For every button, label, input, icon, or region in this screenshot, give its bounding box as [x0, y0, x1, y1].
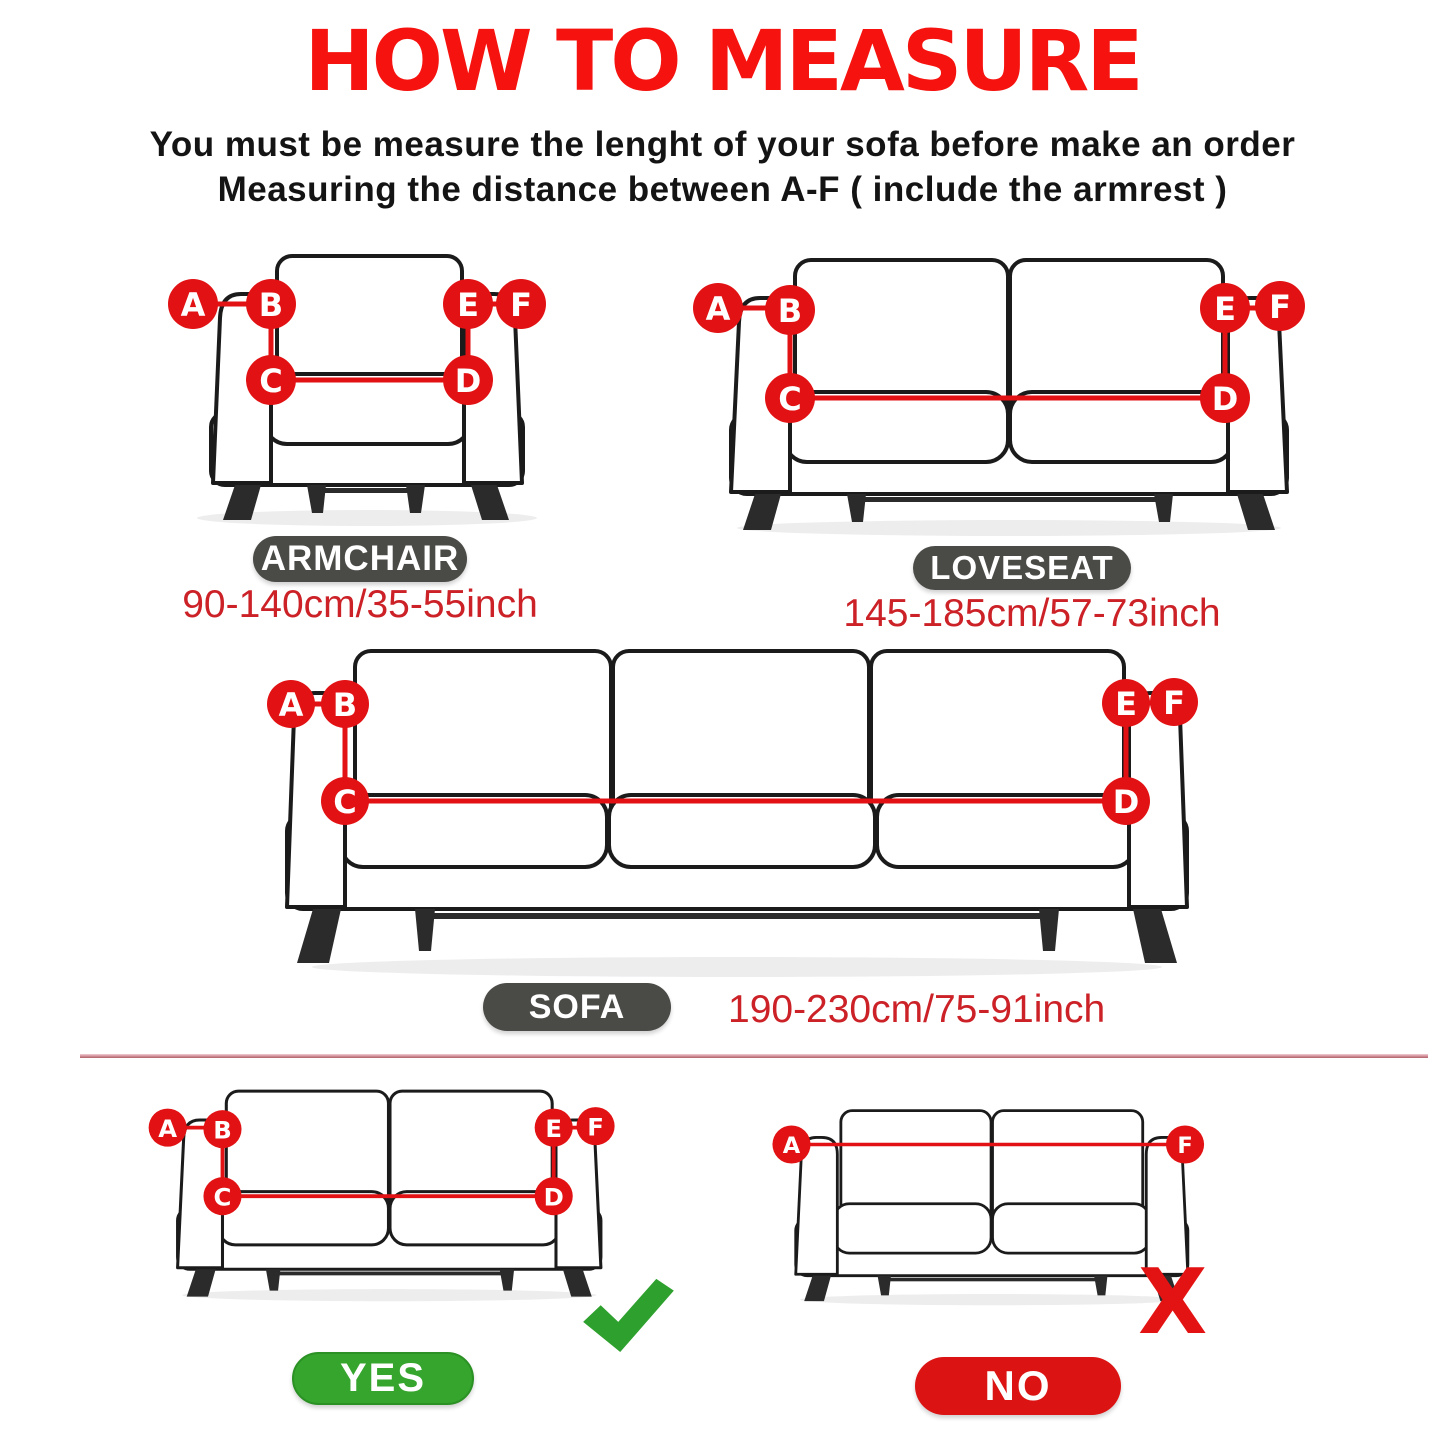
measure-marker-e	[443, 279, 493, 329]
measure-marker-a	[149, 1109, 187, 1147]
svg-text:D: D	[1211, 380, 1239, 418]
loveseat-size-range: 145-185cm/57-73inch	[843, 592, 1221, 635]
measure-marker-f	[1150, 678, 1198, 726]
measure-marker-c	[246, 355, 296, 405]
measure-marker-f	[1255, 281, 1305, 331]
measure-marker-b	[246, 279, 296, 329]
svg-text:A: A	[180, 286, 206, 324]
svg-text:F: F	[1269, 288, 1291, 326]
measure-marker-c	[203, 1177, 241, 1215]
loveseat-measure-diagram	[695, 252, 1325, 537]
yes-pill: YES	[292, 1352, 474, 1405]
no-pill: NO	[915, 1357, 1121, 1415]
sofa-label-pill: SOFA	[483, 983, 671, 1031]
svg-text:E: E	[1214, 290, 1236, 328]
measure-marker-a	[267, 680, 315, 728]
armchair-measure-diagram	[165, 248, 565, 528]
sofa-drawing	[287, 651, 1187, 977]
loveseat-label-pill: LOVESEAT	[913, 546, 1131, 590]
measure-marker-f	[577, 1107, 615, 1145]
page-title: HOW TO MEASURE	[304, 12, 1141, 110]
svg-text:C: C	[333, 783, 357, 821]
measure-marker-f	[496, 279, 546, 329]
measure-marker-c	[765, 373, 815, 423]
svg-text:B: B	[213, 1115, 232, 1145]
measure-marker-e	[535, 1109, 573, 1147]
svg-text:D: D	[1112, 783, 1140, 821]
armchair-label-pill: ARMCHAIR	[253, 536, 467, 582]
armchair-size-range: 90-140cm/35-55inch	[182, 583, 538, 626]
svg-text:D: D	[543, 1182, 564, 1212]
svg-text:B: B	[777, 292, 803, 330]
svg-text:E: E	[457, 286, 479, 324]
checkmark-icon	[578, 1276, 678, 1354]
measure-marker-d	[443, 355, 493, 405]
measure-marker-e	[1102, 679, 1150, 727]
subtitle-line-1: You must be measure the lenght of your sofa before make an order	[149, 125, 1296, 164]
measure-marker-e	[1200, 283, 1250, 333]
measure-marker-b	[321, 680, 369, 728]
svg-text:C: C	[259, 362, 283, 400]
subtitle-line-2: Measuring the distance between A-F ( include the armrest )	[217, 170, 1228, 209]
measure-marker-f	[1166, 1125, 1204, 1163]
svg-text:E: E	[1115, 685, 1137, 723]
svg-text:E: E	[545, 1113, 563, 1143]
sofa-measure-diagram	[263, 645, 1193, 980]
svg-text:A: A	[278, 686, 304, 724]
x-icon: X	[1138, 1250, 1208, 1355]
svg-text:A: A	[705, 290, 731, 328]
svg-text:F: F	[1177, 1132, 1193, 1159]
measure-marker-a	[168, 279, 218, 329]
svg-text:D: D	[454, 362, 482, 400]
svg-text:F: F	[510, 286, 532, 324]
measure-marker-d	[535, 1177, 573, 1215]
svg-text:F: F	[587, 1112, 604, 1142]
measure-marker-a	[693, 283, 743, 333]
svg-text:F: F	[1163, 684, 1185, 722]
separator-line	[80, 1054, 1428, 1058]
measure-marker-a	[772, 1125, 810, 1163]
measure-marker-b	[765, 285, 815, 335]
measure-marker-d	[1200, 373, 1250, 423]
measure-marker-b	[203, 1110, 241, 1148]
svg-text:B: B	[332, 686, 358, 724]
svg-text:B: B	[258, 286, 284, 324]
measure-marker-d	[1102, 777, 1150, 825]
svg-text:C: C	[778, 380, 802, 418]
svg-text:A: A	[158, 1113, 178, 1143]
svg-text:A: A	[782, 1132, 801, 1159]
yes-example-diagram	[150, 1085, 630, 1302]
svg-text:C: C	[213, 1182, 232, 1212]
subtitle	[0, 122, 1445, 212]
loveseat-drawing	[796, 1111, 1188, 1306]
measure-marker-c	[321, 777, 369, 825]
sofa-size-range: 190-230cm/75-91inch	[728, 988, 1106, 1031]
